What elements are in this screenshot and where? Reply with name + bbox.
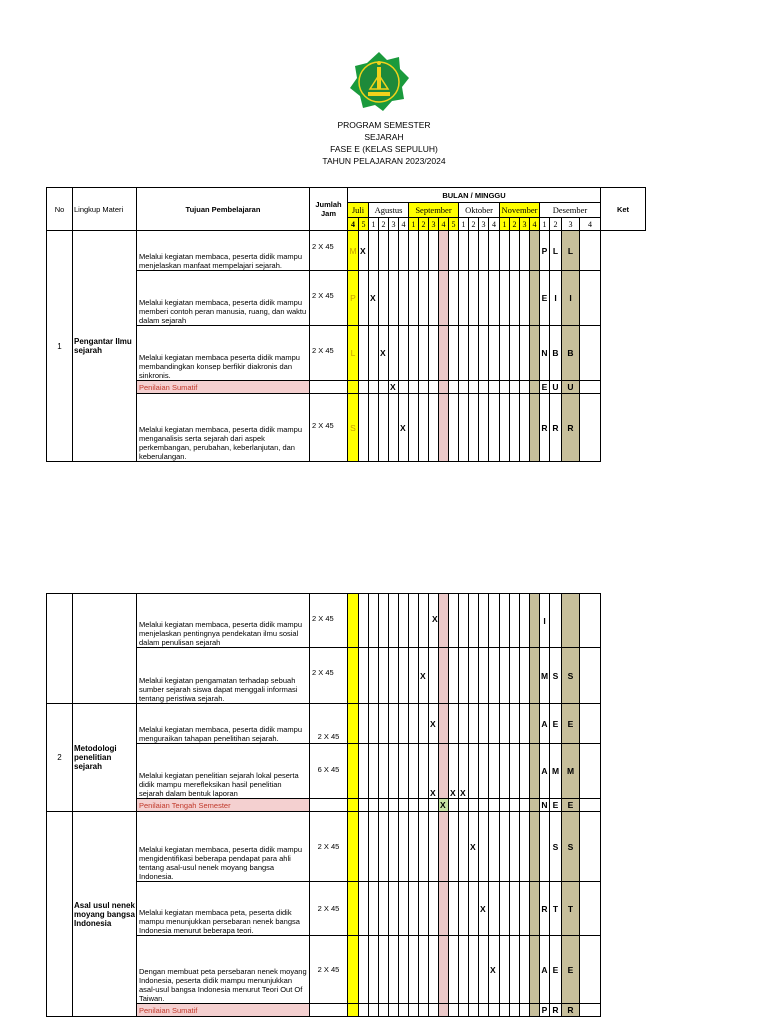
des-letter: U: [562, 381, 580, 394]
tujuan-text: Melalui kegiatan pengamatan terhadap sebuah sumber sejarah siswa dapat menggali informasi tentang peristiwa sejarah.: [137, 648, 310, 704]
col-ket: Ket: [601, 188, 646, 231]
header-title: PROGRAM SEMESTER: [337, 120, 431, 130]
week-cell: 4: [530, 218, 540, 231]
week-cell: 4: [348, 218, 359, 231]
des-letter: M: [562, 744, 580, 799]
x-mark: X: [479, 882, 489, 936]
lingkup-materi: Asal usul nenek moyang bangsa Indonesia: [73, 812, 137, 1017]
schedule-table-1: [46, 187, 646, 462]
x-mark: X: [489, 936, 500, 1004]
table-row: [47, 882, 646, 936]
x-mark: X: [429, 744, 439, 799]
col-tujuan: Tujuan Pembelajaran: [137, 188, 310, 231]
week-cell: 1: [540, 218, 550, 231]
week-cell: 3: [562, 218, 580, 231]
table-row: [47, 936, 646, 1004]
week-cell: 3: [389, 218, 399, 231]
des-letter: P: [540, 1004, 550, 1017]
des-letter: S: [562, 648, 580, 704]
lingkup-materi: Metodologi penelitian sejarah: [73, 704, 137, 812]
week-cell: 1: [500, 218, 510, 231]
des-letter: N: [541, 800, 548, 810]
jam-value: 6 X 45: [310, 744, 348, 799]
juli-letter: L: [348, 326, 359, 381]
tujuan-text: Melalui kegiatan membaca peta, peserta didik mampu menunjukkan persebaran nenek bangsa Indonesia menurut beberapa teori.: [137, 882, 310, 936]
jam-value: 2 X 45: [310, 882, 348, 936]
table-row: [47, 744, 646, 799]
week-cell: 5: [359, 218, 369, 231]
table-row: [47, 594, 646, 648]
school-logo: [348, 51, 410, 113]
x-mark: X: [359, 231, 369, 271]
des-letter: R: [550, 1004, 562, 1017]
week-cell: 4: [580, 218, 601, 231]
tujuan-text: Melalui kegiatan membaca, peserta didik mampu menjelaskan manfaat mempelajari sejarah.: [137, 231, 310, 271]
juli-letter: M: [348, 231, 359, 271]
des-letter: S: [550, 648, 562, 704]
table-row: [47, 231, 646, 271]
month-oktober: Oktober: [459, 203, 500, 218]
table-row: [47, 394, 646, 462]
des-letter: E: [540, 381, 550, 394]
week-cell: 1: [459, 218, 469, 231]
row-number: 2: [47, 704, 73, 812]
col-no: No: [47, 188, 73, 231]
month-november: November: [500, 203, 540, 218]
table-row: [47, 381, 646, 394]
week-cell: 2: [419, 218, 429, 231]
week-cell: 3: [479, 218, 489, 231]
tujuan-text: Melalui kegiatan membaca, peserta didik mampu menguraikan tahapan penelitihan sejarah.: [137, 704, 310, 744]
month-juli: Juli: [348, 203, 369, 218]
des-letter: U: [550, 381, 562, 394]
week-cell: 2: [510, 218, 520, 231]
row-number: 1: [47, 231, 73, 462]
jam-value: 2 X 45: [310, 812, 348, 882]
x-mark: X: [369, 271, 379, 326]
des-letter: B: [562, 326, 580, 381]
tujuan-text: Melalui kegiatan membaca, peserta didik mampu menjelaskan pentingnya pendekatan ilmu sosial dalam penulisan sejarah: [137, 594, 310, 648]
table-row: [47, 271, 646, 326]
des-letter: S: [562, 812, 580, 882]
header-year: TAHUN PELAJARAN 2023/2024: [322, 156, 446, 166]
x-mark: X: [432, 614, 438, 624]
week-cell: 2: [469, 218, 479, 231]
week-cell: 5: [449, 218, 459, 231]
document-header: [0, 119, 768, 167]
col-bulan: BULAN / MINGGU: [348, 188, 601, 203]
des-letter: R: [562, 394, 580, 462]
x-mark: X: [389, 381, 399, 394]
jam-value: 2 X 45: [310, 936, 348, 1004]
jam-value: 2 X 45: [310, 704, 348, 744]
week-cell: 4: [439, 218, 449, 231]
juli-letter: S: [348, 394, 359, 462]
des-letter: E: [562, 704, 580, 744]
des-letter: A: [540, 704, 550, 744]
x-mark: X: [429, 704, 439, 744]
jam-value: 2 X 45: [310, 271, 348, 326]
col-jam: Jumlah Jam: [310, 188, 348, 231]
des-letter: R: [562, 1004, 580, 1017]
jam-value: 2 X 45: [310, 231, 348, 271]
des-letter: R: [540, 394, 550, 462]
des-letter: B: [550, 326, 562, 381]
des-letter: E: [562, 799, 580, 812]
x-mark: X: [419, 648, 429, 704]
tujuan-text: Melalui kegiatan membaca peserta didik mampu membandingkan konsep berfikir diakronis dan sinkronis.: [137, 326, 310, 381]
des-letter: N: [540, 326, 550, 381]
des-letter: [550, 594, 562, 648]
table-row: [47, 1004, 646, 1017]
jam-value: 2 X 45: [310, 394, 348, 462]
month-agustus: Agustus: [369, 203, 409, 218]
week-cell: 3: [520, 218, 530, 231]
des-letter: A: [540, 744, 550, 799]
des-letter: E: [550, 799, 562, 812]
col-lingkup: Lingkup Materi: [73, 188, 137, 231]
des-letter: E: [550, 936, 562, 1004]
des-letter: I: [550, 271, 562, 326]
month-desember: Desember: [540, 203, 601, 218]
week-cell: 2: [550, 218, 562, 231]
des-letter: A: [540, 936, 550, 1004]
tujuan-text: Penilaian Tengah Semester: [137, 799, 310, 812]
des-letter: P: [540, 231, 550, 271]
jam-value: 2 X 45: [310, 648, 348, 704]
des-letter: T: [562, 882, 580, 936]
schedule-table-2: [46, 593, 646, 1017]
header-subject: SEJARAH: [364, 132, 404, 142]
des-letter: L: [550, 231, 562, 271]
week-cell: 4: [399, 218, 409, 231]
des-letter: [562, 594, 580, 648]
jam-value: 2 X 45: [310, 326, 348, 381]
month-september: September: [409, 203, 459, 218]
des-letter: E: [550, 704, 562, 744]
week-cell: 4: [489, 218, 500, 231]
tujuan-text: Melalui kegiatan membaca, peserta didik mampu memberi contoh peran manusia, ruang, dan waktu dalam sejarah: [137, 271, 310, 326]
x-mark: X: [439, 799, 449, 812]
des-letter: L: [562, 231, 580, 271]
lingkup-materi: Pengantar Ilmu sejarah: [73, 231, 137, 462]
tujuan-text: Melalui kegiatan membaca, peserta didik mampu menganalisis serta sejarah dari aspek perkembangan, perubahan, keberlanjutan, dan keberulangan.: [137, 394, 310, 462]
x-mark: X: [399, 394, 409, 462]
table-row: [47, 326, 646, 381]
tujuan-text: Penilaian Sumatif: [137, 1004, 310, 1017]
week-cell: 3: [429, 218, 439, 231]
des-letter: E: [562, 936, 580, 1004]
week-cell: 2: [379, 218, 389, 231]
des-letter: S: [550, 812, 562, 882]
header-phase: FASE E (KELAS SEPULUH): [330, 144, 438, 154]
week-cell: 1: [369, 218, 379, 231]
tujuan-text: Melalui kegiatan membaca, peserta didik mampu mengidentifikasi beberapa pendapat para ahli tentang asal-usul nenek moyang bangsa Indonesia.: [137, 812, 310, 882]
table-row: [47, 704, 646, 744]
x-mark: X: [469, 812, 479, 882]
table-row: [47, 799, 646, 812]
week-cell: 1: [409, 218, 419, 231]
des-letter: I: [562, 271, 580, 326]
des-letter: I: [540, 594, 550, 648]
table-row: [47, 648, 646, 704]
x-mark: X: [379, 326, 389, 381]
des-letter: [540, 812, 550, 882]
juli-letter: P: [348, 271, 359, 326]
jam-value: 2 X 45: [310, 594, 348, 648]
des-letter: M: [550, 744, 562, 799]
table-row: [47, 812, 646, 882]
x-mark: X: [459, 744, 469, 799]
des-letter: R: [540, 882, 550, 936]
x-mark: X: [449, 744, 459, 799]
des-letter: M: [540, 648, 550, 704]
tujuan-text: Melalui kegiatan penelitian sejarah lokal peserta didik mampu merefleksikan hasil penelitian sejarah dalam bentuk laporan: [137, 744, 310, 799]
tujuan-text: Dengan membuat peta persebaran nenek moyang Indonesia, peserta didik mampu menunjukkan asal-usul bangsa Indonesia menurut Teori Out Of Taiwan.: [137, 936, 310, 1004]
tujuan-text: Penilaian Sumatif: [137, 381, 310, 394]
des-letter: E: [540, 271, 550, 326]
des-letter: R: [550, 394, 562, 462]
des-letter: T: [550, 882, 562, 936]
